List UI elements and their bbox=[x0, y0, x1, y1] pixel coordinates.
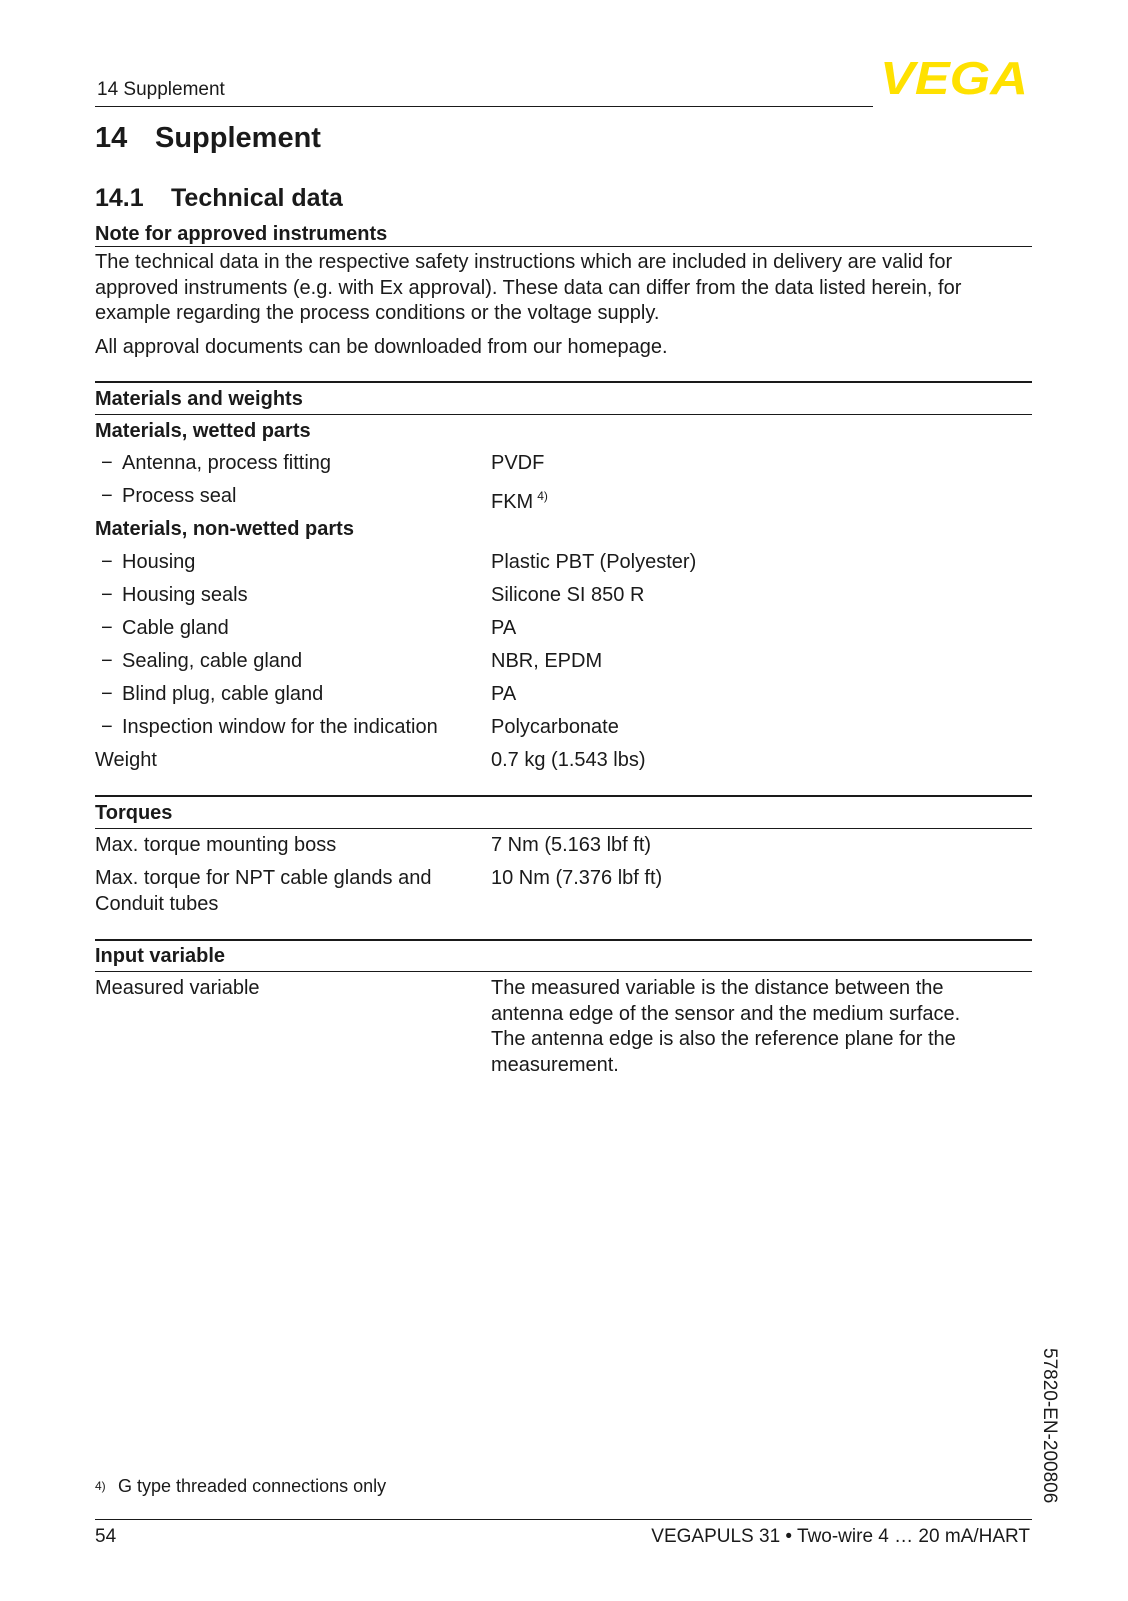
torques-top-rule bbox=[95, 795, 1032, 797]
input-heading: Input variable bbox=[95, 945, 226, 967]
footnote-reference: 4) bbox=[537, 489, 548, 503]
section-heading bbox=[95, 184, 343, 213]
nonwetted-heading: Materials, non-wetted parts bbox=[95, 518, 354, 540]
weight-value: 0.7 kg (1.543 lbs) bbox=[491, 749, 646, 771]
chapter-number: 14 bbox=[95, 122, 128, 154]
spec-value: FKM $^{4)}$ bbox=[491, 489, 548, 513]
spec-value: NBR, EPDM bbox=[491, 650, 603, 672]
chapter-heading bbox=[95, 122, 321, 155]
note-paragraph-1: The technical data in the respective safety instructions which are included in delivery are valid for approved instruments (e.g. with Ex approval). These data can differ from the data listed herein, for example regarding the process conditions or the voltage supply. bbox=[95, 251, 962, 324]
input-top-rule bbox=[95, 939, 1032, 941]
running-header: 14 Supplement bbox=[97, 79, 225, 100]
spec-value: Plastic PBT (Polyester) bbox=[491, 551, 697, 573]
section-title: Technical data bbox=[171, 184, 343, 212]
materials-heading-rule bbox=[95, 414, 1032, 415]
spec-label: − Inspection window for the indication bbox=[101, 716, 438, 738]
chapter-title: Supplement bbox=[155, 122, 321, 154]
spec-value: Polycarbonate bbox=[491, 716, 619, 738]
spec-value: 7 Nm (5.163 lbf ft) bbox=[491, 834, 652, 856]
spec-label: − Process seal bbox=[101, 485, 237, 507]
spec-label: Max. torque for NPT cable glands and Conduit tubes bbox=[95, 867, 432, 915]
spec-label: − Blind plug, cable gland bbox=[101, 683, 324, 705]
weight-label: Weight bbox=[95, 749, 157, 771]
footer-divider bbox=[95, 1519, 1032, 1520]
spec-label: Max. torque mounting boss bbox=[95, 834, 337, 856]
measured-variable-label: Measured variable bbox=[95, 977, 260, 999]
torques-heading-rule bbox=[95, 828, 1032, 829]
materials-top-rule bbox=[95, 381, 1032, 383]
note-heading: Note for approved instruments bbox=[95, 223, 388, 245]
footnote-mark: 4) bbox=[95, 1479, 106, 1493]
spec-value: PVDF bbox=[491, 452, 545, 474]
vega-logo bbox=[880, 56, 1030, 100]
spec-label: − Sealing, cable gland bbox=[101, 650, 303, 672]
document-id: 57820-EN-200806 bbox=[1039, 1348, 1060, 1504]
page-number: 54 bbox=[95, 1526, 117, 1547]
measured-variable-value: The measured variable is the distance between the antenna edge of the sensor and the medium surface. The antenna edge is also the reference plane for the measurement. bbox=[491, 977, 961, 1076]
materials-heading: Materials and weights bbox=[95, 388, 303, 410]
svg-text:VEGA: VEGA bbox=[880, 56, 1028, 100]
note-divider bbox=[95, 246, 1032, 247]
spec-value: PA bbox=[491, 617, 517, 639]
footer-document-title: VEGAPULS 31 • Two-wire 4 … 20 mA/HART bbox=[651, 1526, 1030, 1547]
header-divider bbox=[95, 106, 873, 107]
note-paragraph-2: All approval documents can be downloaded from our homepage. bbox=[95, 336, 668, 358]
torques-heading: Torques bbox=[95, 802, 173, 824]
wetted-heading: Materials, wetted parts bbox=[95, 420, 311, 442]
spec-value: PA bbox=[491, 683, 517, 705]
input-heading-rule bbox=[95, 971, 1032, 972]
spec-value: Silicone SI 850 R bbox=[491, 584, 645, 606]
footnote-text: G type threaded connections only bbox=[118, 1476, 387, 1496]
section-number: 14.1 bbox=[95, 184, 144, 212]
spec-label: − Housing bbox=[101, 551, 196, 573]
spec-label: − Housing seals bbox=[101, 584, 248, 606]
spec-label: − Cable gland bbox=[101, 617, 229, 639]
spec-value: 10 Nm (7.376 lbf ft) bbox=[491, 867, 663, 889]
spec-label: − Antenna, process fitting bbox=[101, 452, 332, 474]
